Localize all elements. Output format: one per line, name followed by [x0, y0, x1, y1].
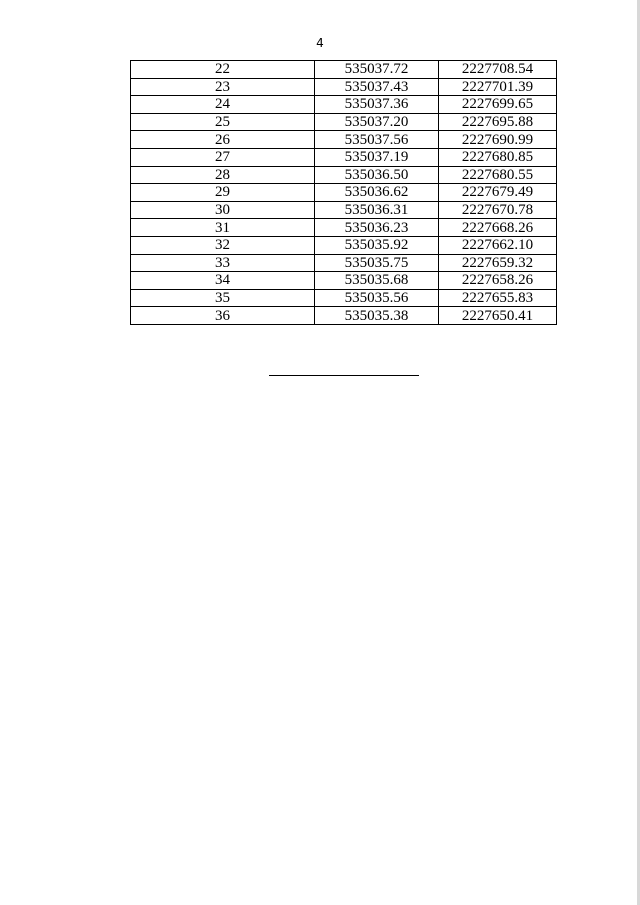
- y-coordinate-cell: 2227701.39: [439, 78, 557, 96]
- y-coordinate-cell: 2227680.55: [439, 166, 557, 184]
- point-number-cell: 30: [131, 201, 315, 219]
- point-number-cell: 35: [131, 289, 315, 307]
- y-coordinate-cell: 2227650.41: [439, 307, 557, 325]
- table-row: [131, 307, 557, 325]
- table-row: [131, 148, 557, 166]
- y-coordinate-cell: 2227690.99: [439, 131, 557, 149]
- point-number-cell: 36: [131, 307, 315, 325]
- table-row: [131, 96, 557, 114]
- x-coordinate-cell: 535037.20: [315, 113, 439, 131]
- table-row: [131, 61, 557, 79]
- x-coordinate-cell: 535037.43: [315, 78, 439, 96]
- y-coordinate-cell: 2227680.85: [439, 148, 557, 166]
- table-row: [131, 236, 557, 254]
- coordinates-table: [130, 60, 557, 325]
- y-coordinate-cell: 2227658.26: [439, 272, 557, 290]
- point-number-cell: 28: [131, 166, 315, 184]
- point-number-cell: 24: [131, 96, 315, 114]
- y-coordinate-cell: 2227655.83: [439, 289, 557, 307]
- x-coordinate-cell: 535037.19: [315, 148, 439, 166]
- x-coordinate-cell: 535035.68: [315, 272, 439, 290]
- x-coordinate-cell: 535036.23: [315, 219, 439, 237]
- end-of-document-line: [269, 375, 419, 376]
- x-coordinate-cell: 535036.50: [315, 166, 439, 184]
- table-row: [131, 254, 557, 272]
- x-coordinate-cell: 535035.38: [315, 307, 439, 325]
- coordinates-table-body: [131, 61, 557, 325]
- x-coordinate-cell: 535037.56: [315, 131, 439, 149]
- point-number-cell: 27: [131, 148, 315, 166]
- y-coordinate-cell: 2227670.78: [439, 201, 557, 219]
- point-number-cell: 34: [131, 272, 315, 290]
- y-coordinate-cell: 2227699.65: [439, 96, 557, 114]
- table-row: [131, 289, 557, 307]
- point-number-cell: 25: [131, 113, 315, 131]
- x-coordinate-cell: 535035.92: [315, 236, 439, 254]
- point-number-cell: 32: [131, 236, 315, 254]
- x-coordinate-cell: 535035.56: [315, 289, 439, 307]
- y-coordinate-cell: 2227708.54: [439, 61, 557, 79]
- table-row: [131, 131, 557, 149]
- point-number-cell: 31: [131, 219, 315, 237]
- x-coordinate-cell: 535037.72: [315, 61, 439, 79]
- point-number-cell: 22: [131, 61, 315, 79]
- x-coordinate-cell: 535037.36: [315, 96, 439, 114]
- point-number-cell: 26: [131, 131, 315, 149]
- y-coordinate-cell: 2227679.49: [439, 184, 557, 202]
- table-row: [131, 219, 557, 237]
- table-row: [131, 184, 557, 202]
- x-coordinate-cell: 535036.62: [315, 184, 439, 202]
- table-row: [131, 272, 557, 290]
- x-coordinate-cell: 535036.31: [315, 201, 439, 219]
- y-coordinate-cell: 2227662.10: [439, 236, 557, 254]
- y-coordinate-cell: 2227695.88: [439, 113, 557, 131]
- y-coordinate-cell: 2227668.26: [439, 219, 557, 237]
- page-number: 4: [316, 36, 324, 50]
- x-coordinate-cell: 535035.75: [315, 254, 439, 272]
- table-row: [131, 113, 557, 131]
- y-coordinate-cell: 2227659.32: [439, 254, 557, 272]
- point-number-cell: 23: [131, 78, 315, 96]
- table-row: [131, 166, 557, 184]
- point-number-cell: 33: [131, 254, 315, 272]
- table-row: [131, 78, 557, 96]
- point-number-cell: 29: [131, 184, 315, 202]
- table-row: [131, 201, 557, 219]
